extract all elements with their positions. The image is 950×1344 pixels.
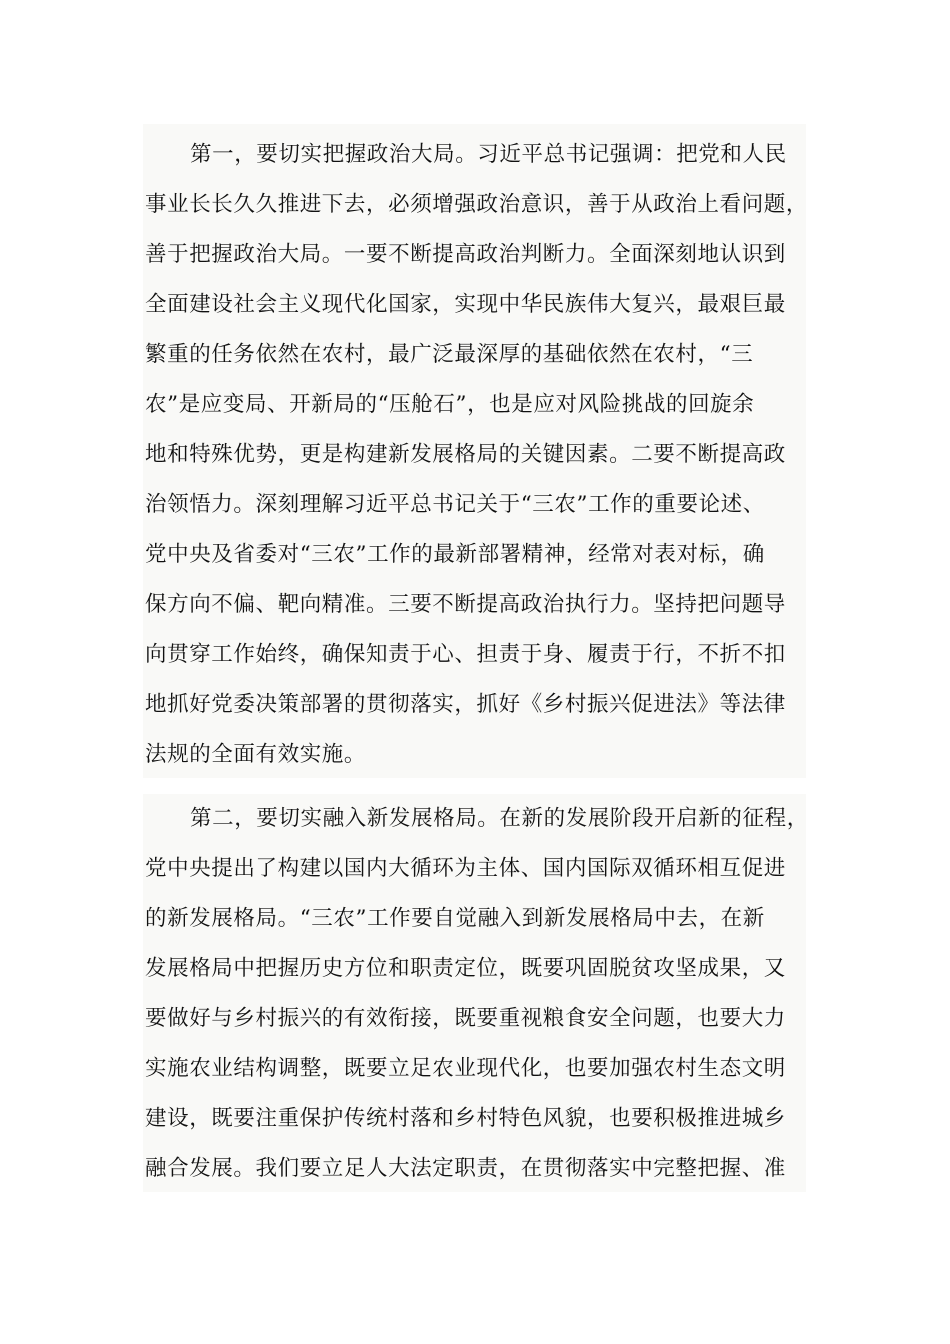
paragraph-line: 法规的全面有效实施。 (145, 742, 367, 767)
paragraph-line: 实施农业结构调整，既要立足农业现代化，也要加强农村生态文明 (145, 1056, 786, 1081)
paragraph-line: 治领悟力。深刻理解习近平总书记关于“三农”工作的重要论述、 (145, 492, 765, 517)
paragraph-line: 要做好与乡村振兴的有效衔接，既要重视粮食安全问题，也要大力 (145, 1006, 786, 1031)
paragraph-line: 地和特殊优势，更是构建新发展格局的关键因素。二要不断提高政 (145, 442, 786, 467)
paragraph-line: 的新发展格局。“三农”工作要自觉融入到新发展格局中去，在新 (145, 906, 765, 931)
paragraph-line: 发展格局中把握历史方位和职责定位，既要巩固脱贫攻坚成果，又 (145, 956, 786, 981)
paragraph-line: 保方向不偏、靶向精准。三要不断提高政治执行力。坚持把问题导 (145, 592, 786, 617)
paragraph-line: 繁重的任务依然在农村，最广泛最深厚的基础依然在农村，“三 (145, 342, 754, 367)
paragraph-line: 善于把握政治大局。一要不断提高政治判断力。全面深刻地认识到 (145, 242, 786, 267)
paragraph-line: 农”是应变局、开新局的“压舱石”，也是应对风险挑战的回旋余 (145, 392, 755, 417)
paragraph-line: 第二，要切实融入新发展格局。在新的发展阶段开启新的征程， (190, 806, 809, 831)
paragraph-line: 向贯穿工作始终，确保知责于心、担责于身、履责于行，不折不扣 (145, 642, 786, 667)
paragraph-line: 地抓好党委决策部署的贯彻落实，抓好《乡村振兴促进法》等法律 (145, 692, 786, 717)
paragraph-2 (143, 794, 809, 1192)
paragraph-line: 事业长长久久推进下去，必须增强政治意识，善于从政治上看问题， (145, 192, 809, 217)
paragraph-line: 第一，要切实把握政治大局。习近平总书记强调：把党和人民 (190, 142, 787, 167)
paragraph-line: 融合发展。我们要立足人大法定职责，在贯彻落实中完整把握、准 (145, 1156, 786, 1181)
paragraph-line: 党中央提出了构建以国内大循环为主体、国内国际双循环相互促进 (145, 856, 786, 881)
paragraph-line: 党中央及省委对“三农”工作的最新部署精神，经常对表对标，确 (145, 542, 765, 567)
paragraph-1 (143, 124, 809, 778)
paragraph-line: 全面建设社会主义现代化国家，实现中华民族伟大复兴，最艰巨最 (145, 292, 786, 317)
paragraph-line: 建设，既要注重保护传统村落和乡村特色风貌，也要积极推进城乡 (145, 1106, 786, 1131)
